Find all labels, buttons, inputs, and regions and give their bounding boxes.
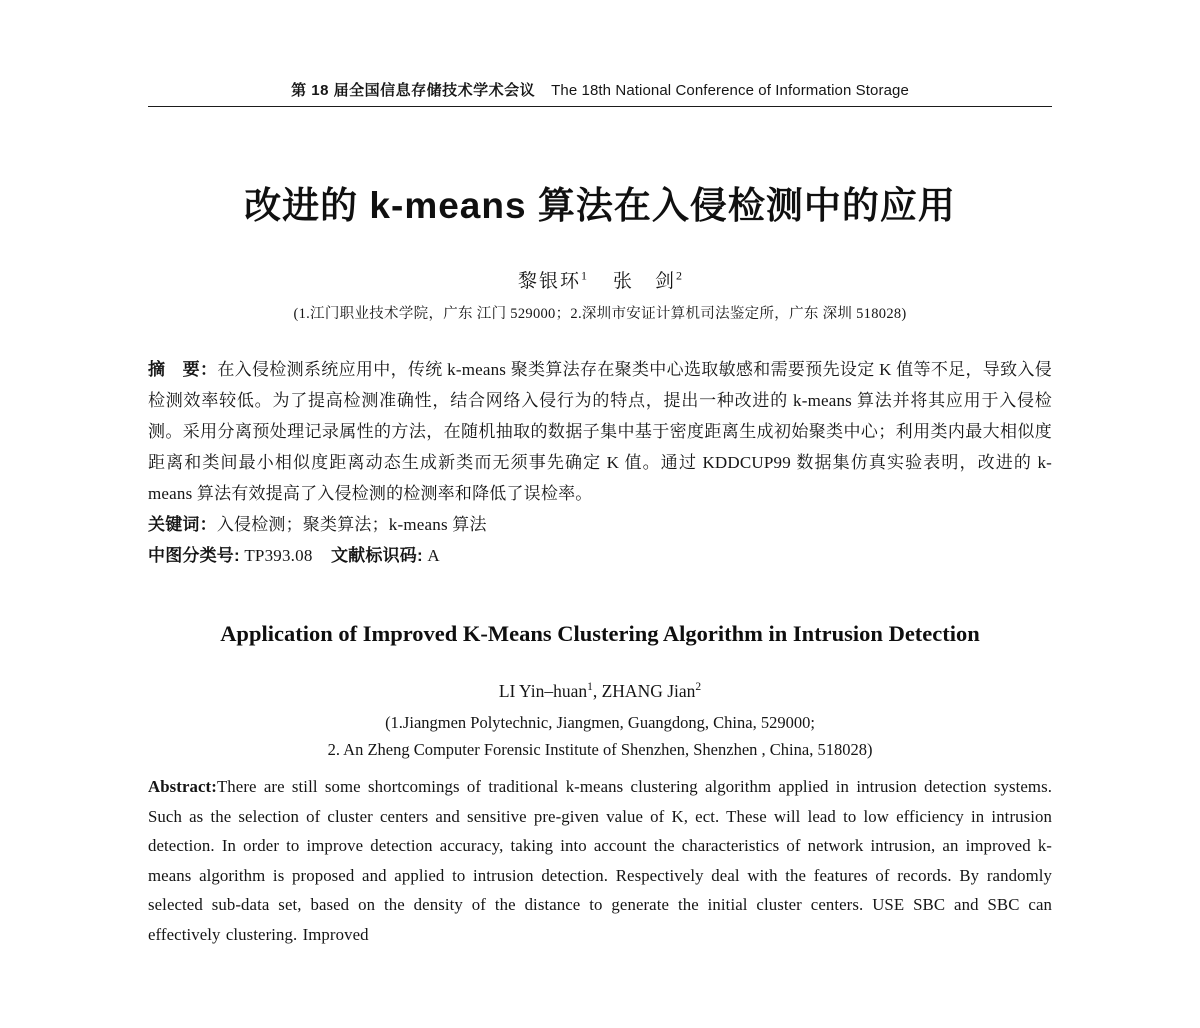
- author-en-2-superscript: 2: [695, 681, 702, 694]
- authors-zh: [148, 263, 1052, 295]
- paper-page: [0, 82, 1200, 1028]
- authors-en: [148, 675, 1052, 703]
- clc-label: 中图分类号:: [148, 546, 240, 566]
- affiliation-en-line-1: (1.Jiangmen Polytechnic, Jiangmen, Guangdong, China, 529000;: [385, 713, 815, 733]
- author-zh-2: [613, 271, 682, 292]
- clc-value: TP393.08: [244, 546, 313, 566]
- doc-code-label: 文献标识码:: [330, 546, 423, 566]
- author-zh-1-name: 黎银环: [517, 271, 581, 293]
- abstract-zh: [148, 354, 1052, 509]
- author-zh-2-name: 张 剑: [613, 271, 677, 293]
- paper-title-zh: 改进的 k-means 算法在入侵检测中的应用: [244, 185, 956, 226]
- author-en-1-superscript: 1: [587, 681, 593, 694]
- header-rule: [148, 106, 1052, 107]
- abstract-label-zh: 摘 要：: [148, 360, 218, 380]
- abstract-en: [148, 772, 1052, 949]
- author-zh-1-superscript: 1: [581, 269, 587, 283]
- abstract-text-en: There are still some shortcomings of traditional k-means clustering algorithm applied in intrusion detection systems. Such as the selection of cluster centers and sensitive pre-given value of K, ect. These will lead to low efficiency in intrusion detection. In order to improve detection accuracy, taking into account the characteristics of network intrusion, an improved k-means algorithm is proposed and applied to intrusion detection. Respectively deal with the features of records. By randomly selected sub-data set, based on the density of the distance to generate the initial cluster centers. USE SBC and SBC can effectively clustering. Improved: [148, 777, 1052, 944]
- keywords-text-zh: 入侵检测；聚类算法；k-means 算法: [216, 515, 487, 535]
- author-en-1-name: LI Yin–huan: [498, 681, 588, 702]
- paper-title-en: Application of Improved K-Means Clustering Algorithm in Intrusion Detection: [220, 621, 980, 647]
- abstract-text-zh: 在入侵检测系统应用中，传统 k-means 聚类算法存在聚类中心选取敏感和需要预先设定 K 值等不足，导致入侵检测效率较低。为了提高检测准确性，结合网络入侵行为的特点，提出一种改进的 k-means 算法并将其应用于入侵检测。采用分离预处理记录属性的方法，在随机抽取的数据子集中基于密度距离生成初始聚类中心；利用类内最大相似度距离和类间最小相似度距离动态生成新类而无须事先确定 K 值。通过 KDDCUP99 数据集仿真实验表明，改进的 k-means 算法有效提高了入侵检测的检测率和降低了误检率。: [148, 360, 1052, 504]
- conference-title-en: The 18th National Conference of Information Storage: [551, 82, 909, 99]
- conference-title-zh: 第 18 届全国信息存储技术学术会议: [291, 82, 536, 99]
- affiliation-en: [148, 709, 1052, 763]
- author-zh-1: [518, 271, 587, 292]
- doc-code-value: A: [427, 546, 440, 566]
- keywords-line-zh: [148, 509, 1052, 540]
- author-zh-2-superscript: 2: [676, 269, 683, 283]
- running-head: [148, 82, 1052, 100]
- author-en-2-name: ZHANG Jian: [601, 681, 696, 702]
- classification-line: [148, 540, 1052, 571]
- abstract-label-en: Abstract:: [148, 777, 217, 797]
- affiliation-en-line-2: 2. An Zheng Computer Forensic Institute of Shenzhen, Shenzhen , China, 518028): [327, 740, 873, 760]
- affiliation-zh: (1.江门职业技术学院，广东 江门 529000；2.深圳市安证计算机司法鉴定所，广东 深圳 518028): [293, 306, 907, 323]
- keywords-label-zh: 关键词：: [148, 515, 217, 535]
- authors-en-separator: ,: [592, 681, 602, 702]
